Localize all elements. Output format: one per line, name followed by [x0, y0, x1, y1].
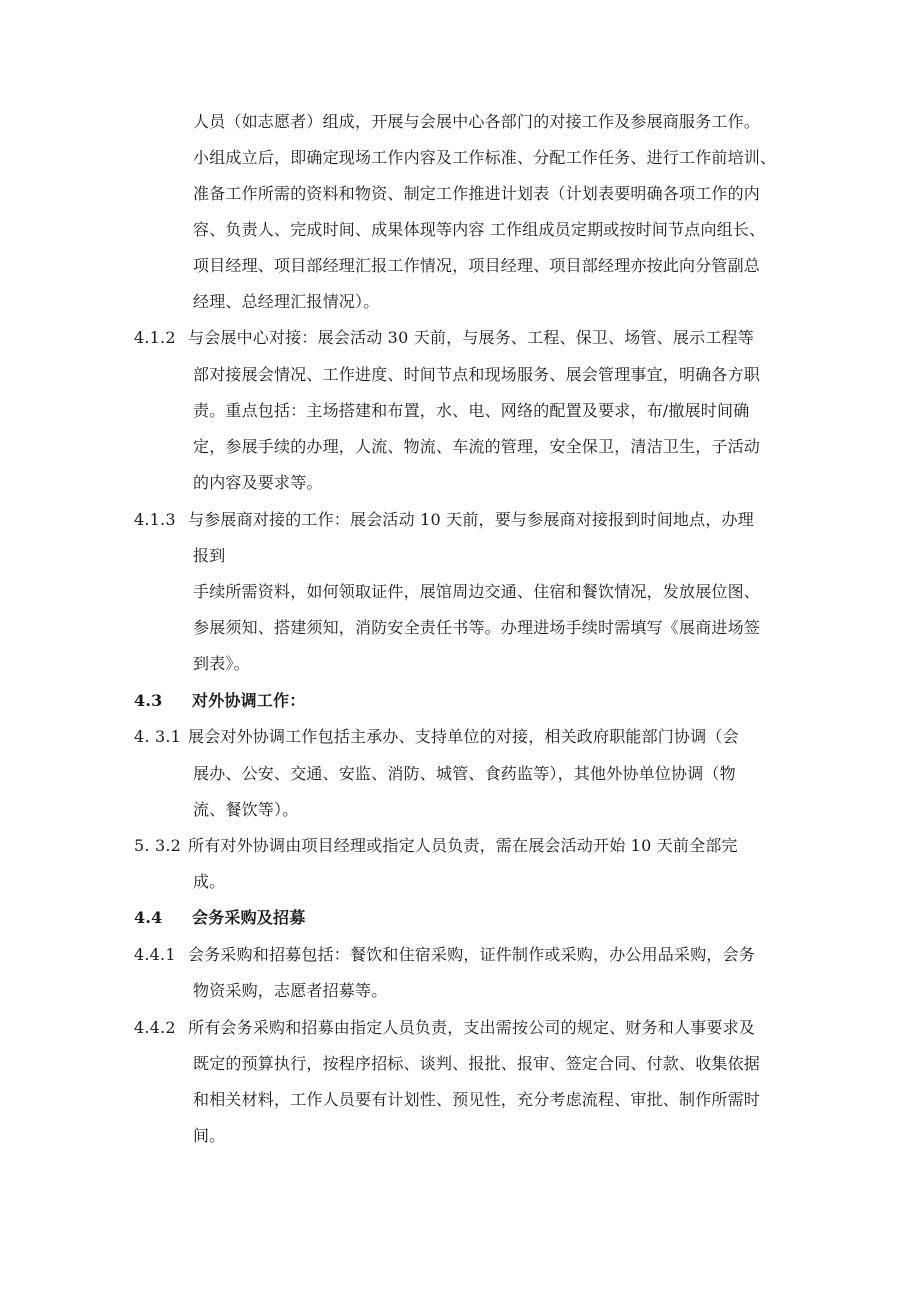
section-title: 会务采购及招募 — [192, 908, 306, 927]
text-line: 小组成立后，即确定现场工作内容及工作标准、分配工作任务、进行工作前培训、 — [193, 148, 777, 167]
text-line: 和相关材料，工作人员要有计划性、预见性，充分考虑流程、审批、制作所需时 — [193, 1090, 761, 1109]
text-line: 定，参展手续的办理，人流、物流、车流的管理，安全保卫，清洁卫生，子活动 — [193, 437, 761, 456]
text-line: 会务采购和招募包括：餐饮和住宿采购，证件制作或采购，办公用品采购，会务 — [188, 945, 756, 964]
text-line: 人员（如志愿者）组成，开展与会展中心各部门的对接工作及参展商服务工作。 — [193, 112, 761, 131]
clause-4-1-3 — [134, 508, 754, 532]
clause-4-4-1 — [134, 943, 755, 967]
text-line: 的内容及要求等。 — [193, 473, 323, 492]
text-line: 经理、总经理汇报情况）。 — [193, 292, 380, 311]
clause-number: 4.1.2 — [134, 328, 176, 347]
section-number: 4.4 — [134, 908, 163, 927]
clause-number: 5. 3.2 — [134, 836, 181, 855]
text-line: 与参展商对接的工作：展会活动 10 天前，要与参展商对接报到时间地点，办理 — [188, 510, 754, 529]
clause-number: 4.4.1 — [134, 945, 176, 964]
text-line: 项目经理、项目部经理汇报工作情况，项目经理、项目部经理亦按此向分管副总 — [193, 256, 761, 275]
section-heading-4-3 — [134, 689, 305, 713]
text-line: 展办、公安、交通、安监、消防、城管、食药监等），其他外协单位协调（物 — [193, 764, 736, 783]
text-line: 流、餐饮等）。 — [193, 800, 299, 819]
text-line: 成。 — [193, 872, 226, 891]
clause-number: 4. 3.1 — [134, 727, 181, 746]
text-line: 与会展中心对接：展会活动 30 天前，与展务、工程、保卫、场管、展示工程等 — [188, 328, 754, 347]
text-line: 参展须知、搭建须知，消防安全责任书等。办理进场手续时需填写《展商进场签 — [193, 618, 761, 637]
section-heading-4-4 — [134, 906, 305, 930]
section-number: 4.3 — [134, 691, 163, 710]
clause-4-4-2 — [134, 1016, 755, 1040]
text-line: 容、负责人、完成时间、成果体现等内容 工作组成员定期或按时间节点向组长、 — [193, 220, 766, 239]
section-title: 对外协调工作： — [192, 691, 306, 710]
text-line: 所有会务采购和招募由指定人员负责，支出需按公司的规定、财务和人事要求及 — [188, 1018, 756, 1037]
clause-4-1-2 — [134, 326, 754, 350]
clause-number: 4.1.3 — [134, 510, 176, 529]
text-line: 报到 — [193, 546, 226, 565]
text-line: 展会对外协调工作包括主承办、支持单位的对接，相关政府职能部门协调（会 — [188, 727, 739, 746]
text-line: 间。 — [193, 1126, 226, 1145]
text-line: 到表》。 — [193, 654, 250, 673]
clause-4-3-1 — [134, 725, 739, 749]
clause-number: 4.4.2 — [134, 1018, 176, 1037]
clause-5-3-2 — [134, 834, 738, 858]
text-line: 所有对外协调由项目经理或指定人员负责，需在展会活动开始 10 天前全部完 — [188, 836, 738, 855]
text-line: 手续所需资料，如何领取证件，展馆周边交通、住宿和餐饮情况，发放展位图、 — [193, 582, 761, 601]
text-line: 准备工作所需的资料和物资、制定工作推进计划表（计划表要明确各项工作的内 — [193, 184, 761, 203]
text-line: 责。重点包括：主场搭建和布置，水、电、网络的配置及要求，布/撤展时间确 — [193, 401, 750, 420]
text-line: 物资采购，志愿者招募等。 — [193, 981, 388, 1000]
text-line: 部对接展会情况、工作进度、时间节点和现场服务、展会管理事宜，明确各方职 — [193, 365, 761, 384]
text-line: 既定的预算执行，按程序招标、谈判、报批、报审、签定合同、付款、收集依据 — [193, 1054, 761, 1073]
